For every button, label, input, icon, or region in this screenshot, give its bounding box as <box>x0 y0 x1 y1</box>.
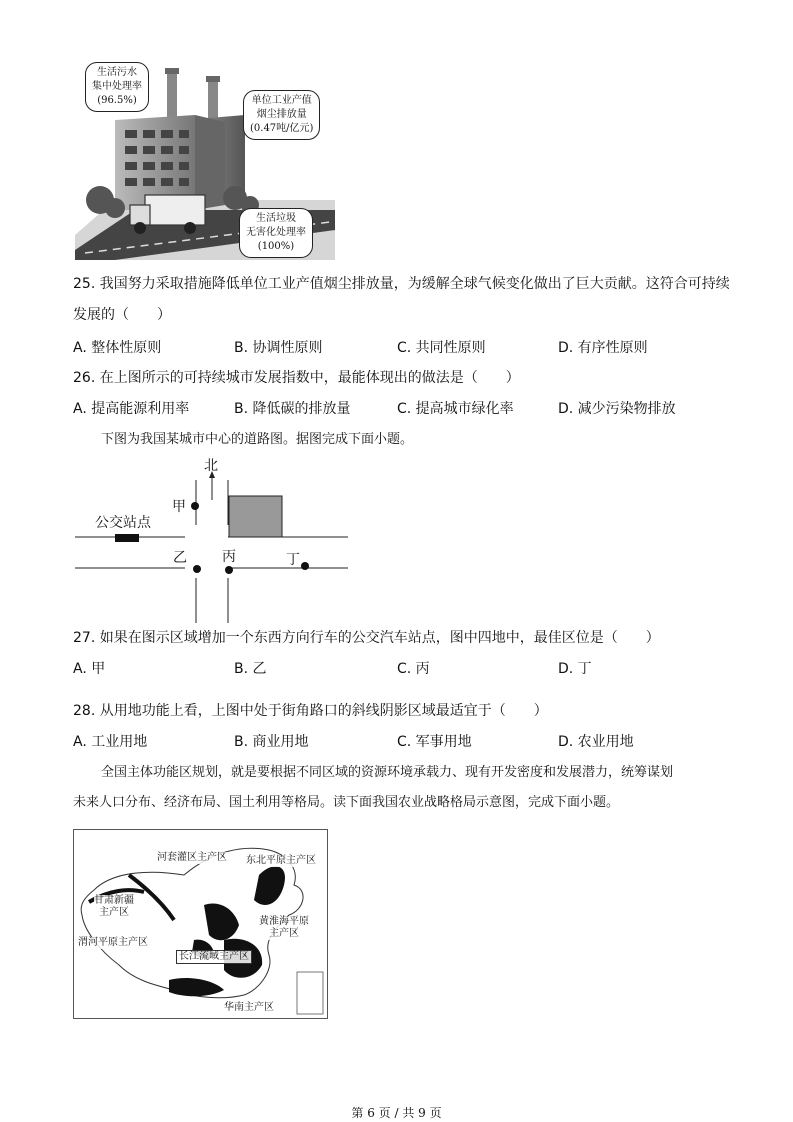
q26-option-b[interactable]: B. 降低碳的排放量 <box>234 401 351 417</box>
agri-intro-line1: 全国主体功能区规划，就是要根据不同区域的资源环境承载力、现有开发密度和发展潜力，统筹谋划 <box>101 765 674 780</box>
road-map-svg <box>75 455 355 625</box>
point-bing-label: 丙 <box>222 549 236 565</box>
agriculture-map <box>73 829 328 1019</box>
label-gansu-xinjiang: 甘肃新疆 主产区 <box>94 895 134 918</box>
label-weihe: 渭河平原主产区 <box>78 937 148 948</box>
q26-option-a[interactable]: A. 提高能源利用率 <box>73 401 190 417</box>
question-25-stem: 25. 我国努力采取措施降低单位工业产值烟尘排放量，为缓解全球气候变化做出了巨大贡献。这符合可持续 <box>73 276 730 292</box>
north-label: 北 <box>204 458 218 474</box>
road-map-diagram <box>75 455 355 625</box>
question-27-stem: 27. 如果在图示区域增加一个东西方向行车的公交汽车站点，图中四地中，最佳区位是（ ） <box>73 630 660 646</box>
page-footer: 第 6 页 / 共 9 页 <box>351 1106 442 1120</box>
question-25-stem-cont: 发展的（ ） <box>73 307 171 323</box>
q27-option-a[interactable]: A. 甲 <box>73 661 106 677</box>
q27-option-d[interactable]: D. 丁 <box>558 661 592 677</box>
q26-option-d[interactable]: D. 减少污染物排放 <box>558 401 676 417</box>
question-28-stem: 28. 从用地功能上看，上图中处于街角路口的斜线阴影区域最适宜于（ ） <box>73 703 548 719</box>
point-jia-label: 甲 <box>172 499 186 515</box>
q25-option-c[interactable]: C. 共同性原则 <box>397 340 486 356</box>
label-changjiang: 长江流域主产区 <box>176 950 252 964</box>
callout-sewage: 生活污水 集中处理率 (96.5%) <box>85 62 149 112</box>
agri-intro-line2: 未来人口分布、经济布局、国土利用等格局。读下面我国农业战略格局示意图，完成下面小题。 <box>73 795 620 810</box>
label-huanghuaihai: 黄淮海平原 主产区 <box>259 916 309 939</box>
q28-option-c[interactable]: C. 军事用地 <box>397 734 472 750</box>
bus-stop-label: 公交站点 <box>95 515 151 531</box>
q27-option-c[interactable]: C. 丙 <box>397 661 430 677</box>
q26-option-c[interactable]: C. 提高城市绿化率 <box>397 401 514 417</box>
label-northeast: 东北平原主产区 <box>246 855 316 866</box>
q28-option-b[interactable]: B. 商业用地 <box>234 734 309 750</box>
q25-option-a[interactable]: A. 整体性原则 <box>73 340 162 356</box>
point-ding-label: 丁 <box>286 552 300 568</box>
q28-option-d[interactable]: D. 农业用地 <box>558 734 634 750</box>
q27-option-b[interactable]: B. 乙 <box>234 661 267 677</box>
q25-option-d[interactable]: D. 有序性原则 <box>558 340 648 356</box>
label-hetao: 河套灌区主产区 <box>157 852 227 863</box>
q25-option-b[interactable]: B. 协调性原则 <box>234 340 323 356</box>
road-map-intro: 下图为我国某城市中心的道路图。据图完成下面小题。 <box>101 432 414 447</box>
city-sustainability-figure <box>75 60 335 260</box>
callout-dust-emission: 单位工业产值 烟尘排放量 (0.47吨/亿元) <box>243 90 320 140</box>
question-26-stem: 26. 在上图所示的可持续城市发展指数中，最能体现出的做法是（ ） <box>73 370 520 386</box>
callout-garbage: 生活垃圾 无害化处理率 (100%) <box>239 208 313 258</box>
label-huanan: 华南主产区 <box>224 1002 274 1013</box>
point-yi-label: 乙 <box>173 550 187 566</box>
q28-option-a[interactable]: A. 工业用地 <box>73 734 148 750</box>
